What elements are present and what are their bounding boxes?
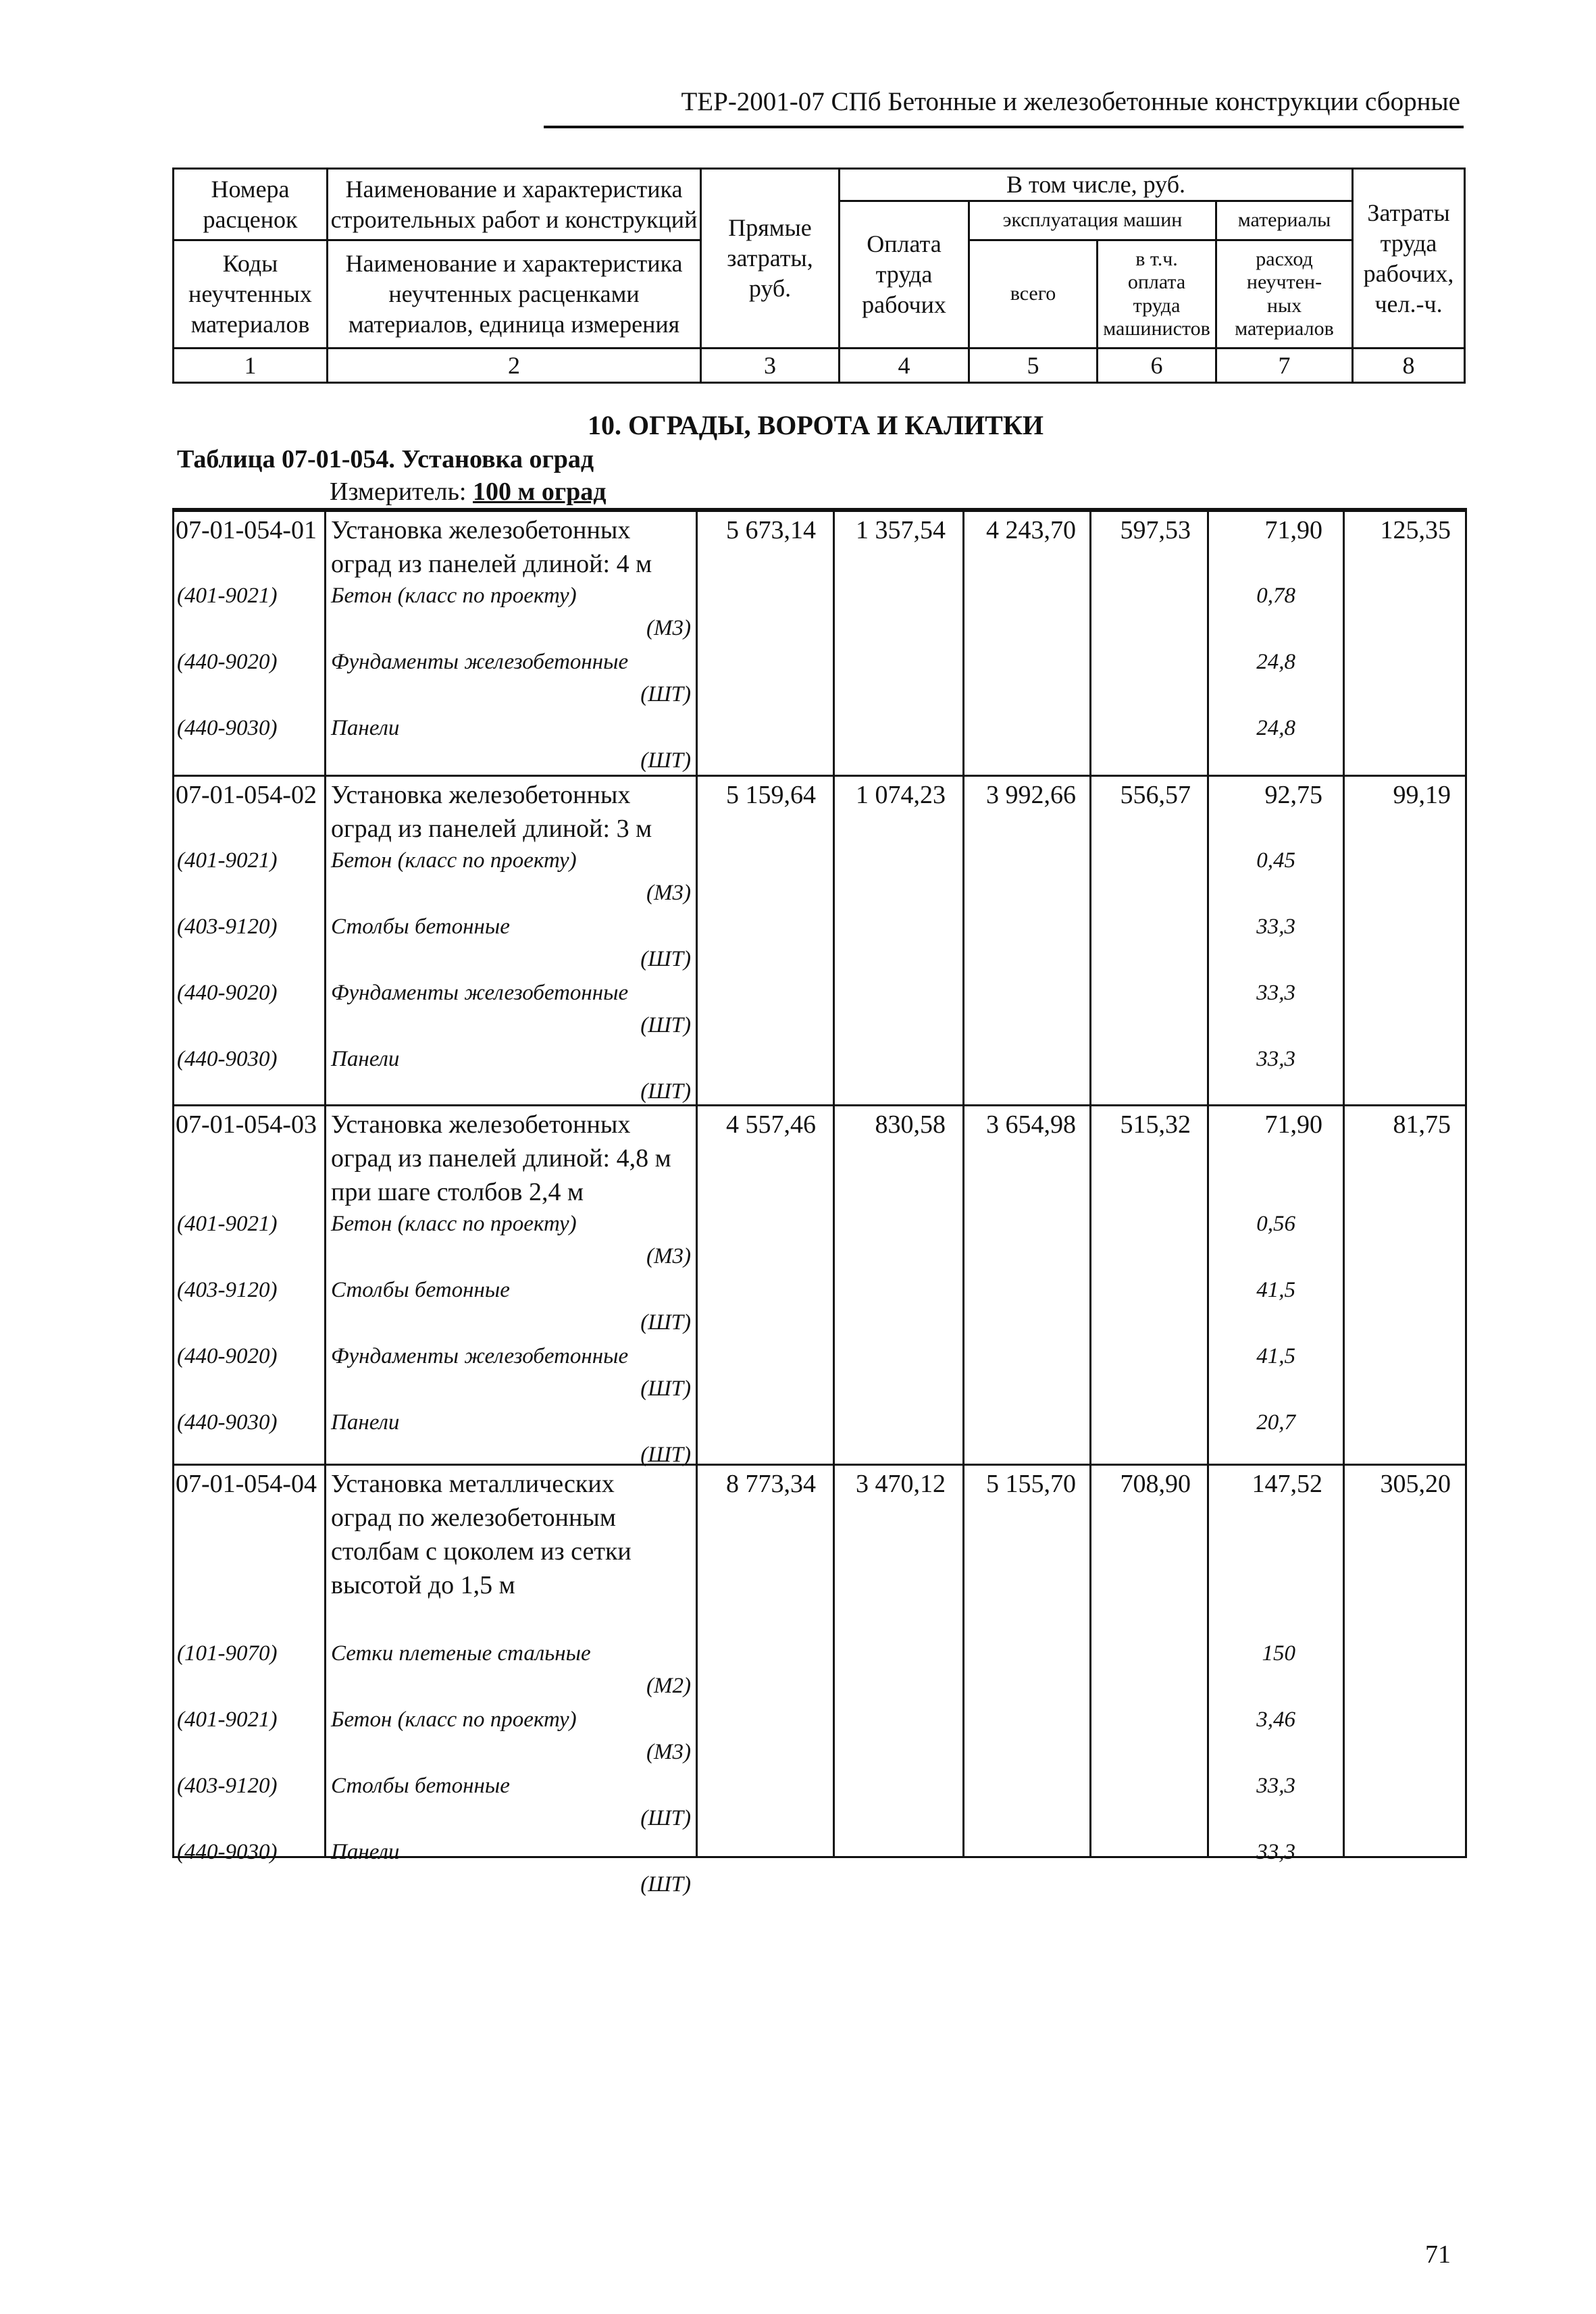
rate-name-line: высотой до 1,5 м	[331, 1571, 515, 1599]
rate-code: 07-01-054-01	[176, 516, 317, 544]
material-name: Бетон (класс по проекту)	[331, 584, 577, 608]
material-unit: (ШТ)	[640, 1872, 691, 1897]
rate-labor: 1 357,54	[856, 516, 946, 544]
material-unit: (ШТ)	[640, 1310, 691, 1335]
rate-labor-hours: 99,19	[1393, 781, 1451, 809]
material-name: Бетон (класс по проекту)	[331, 1707, 577, 1732]
material-unit: (ШТ)	[640, 748, 691, 773]
rate-name-line: оград из панелей длиной: 4 м	[331, 550, 652, 578]
material-unit: (М3)	[646, 1740, 691, 1764]
rate-labor-hours: 305,20	[1380, 1470, 1451, 1498]
material-name: Фундаменты железобетонные	[331, 981, 629, 1005]
unit-line	[330, 477, 607, 507]
rate-name-line: Установка железобетонных	[331, 781, 631, 809]
rate-name-line: Установка железобетонных	[331, 516, 631, 544]
rate-labor-hours: 125,35	[1380, 516, 1451, 544]
rate-materials: 71,90	[1264, 1110, 1322, 1139]
material-name: Столбы бетонные	[331, 1774, 510, 1798]
material-code: (440-9020)	[177, 1344, 278, 1368]
material-quantity: 33,3	[1256, 1047, 1295, 1071]
rate-name-line: Установка металлических	[331, 1470, 615, 1498]
material-code: (101-9070)	[177, 1641, 278, 1666]
col-index-1: 1	[174, 349, 328, 383]
material-unit: (М3)	[646, 881, 691, 905]
material-unit: (ШТ)	[640, 1377, 691, 1401]
material-name: Панели	[331, 1047, 400, 1071]
col2-header-top: Наименование и характеристика строительных работ и конструкций	[328, 169, 701, 240]
rate-direct: 8 773,34	[726, 1470, 816, 1498]
col-index-8: 8	[1353, 349, 1465, 383]
material-name: Сетки плетеные стальные	[331, 1641, 591, 1666]
col2-header-bottom: Наименование и характеристика неучтенных расценками материалов, единица измерения	[328, 240, 701, 349]
material-code: (440-9030)	[177, 716, 278, 740]
material-quantity: 0,45	[1256, 848, 1295, 873]
rate-name-line: столбам с цоколем из сетки	[331, 1537, 632, 1566]
material-unit: (М2)	[646, 1674, 691, 1698]
material-code: (440-9030)	[177, 1840, 278, 1864]
rate-block	[174, 1464, 1465, 1897]
material-quantity: 41,5	[1256, 1278, 1295, 1302]
col-index-2: 2	[328, 349, 701, 383]
rate-machines-total: 5 155,70	[986, 1470, 1076, 1498]
document-header: ТЕР-2001-07 СПб Бетонные и железобетонные конструкции сборные	[681, 87, 1460, 116]
including-header: В том числе, руб.	[840, 169, 1353, 201]
rate-name-line: при шаге столбов 2,4 м	[331, 1178, 584, 1206]
col-index-4: 4	[840, 349, 969, 383]
material-code: (440-9030)	[177, 1047, 278, 1071]
material-unit: (ШТ)	[640, 1806, 691, 1830]
rate-labor: 830,58	[875, 1110, 946, 1139]
col-index-7: 7	[1216, 349, 1353, 383]
rate-machines-total: 3 992,66	[986, 781, 1076, 809]
material-code: (401-9021)	[177, 848, 278, 873]
material-name: Бетон (класс по проекту)	[331, 1212, 577, 1236]
material-name: Панели	[331, 1410, 400, 1435]
rate-name-line: оград из панелей длиной: 4,8 м	[331, 1144, 671, 1173]
col-index-5: 5	[969, 349, 1098, 383]
material-unit: (ШТ)	[640, 682, 691, 706]
material-code: (403-9120)	[177, 1278, 278, 1302]
rate-name-line: оград из панелей длиной: 3 м	[331, 815, 652, 843]
material-unit: (ШТ)	[640, 1443, 691, 1467]
material-quantity: 0,78	[1256, 584, 1295, 608]
material-unit: (ШТ)	[640, 947, 691, 971]
material-quantity: 33,3	[1256, 1840, 1295, 1864]
rate-operators: 515,32	[1120, 1110, 1191, 1139]
rate-code: 07-01-054-02	[176, 781, 317, 809]
material-quantity: 3,46	[1256, 1707, 1295, 1732]
material-name: Фундаменты железобетонные	[331, 650, 629, 674]
material-quantity: 150	[1262, 1641, 1295, 1666]
material-quantity: 33,3	[1256, 915, 1295, 939]
rate-operators: 597,53	[1120, 516, 1191, 544]
material-quantity: 24,8	[1256, 650, 1295, 674]
rate-operators: 556,57	[1120, 781, 1191, 809]
col-index-3: 3	[701, 349, 840, 383]
rate-direct: 5 673,14	[726, 516, 816, 544]
rate-code: 07-01-054-04	[176, 1470, 317, 1498]
rate-direct: 5 159,64	[726, 781, 816, 809]
unit-value: 100 м оград	[473, 478, 607, 506]
rate-labor-hours: 81,75	[1393, 1110, 1451, 1139]
material-quantity: 41,5	[1256, 1344, 1295, 1368]
rates-table	[172, 508, 1467, 1897]
material-unit: (ШТ)	[640, 1013, 691, 1037]
material-quantity: 0,56	[1256, 1212, 1295, 1236]
rate-materials: 92,75	[1264, 781, 1322, 809]
rate-block	[174, 1104, 1465, 1466]
material-code: (401-9021)	[177, 1212, 278, 1236]
column-header-table	[172, 168, 1466, 384]
material-code: (403-9120)	[177, 1774, 278, 1798]
material-quantity: 33,3	[1256, 1774, 1295, 1798]
col1-header-bottom: Коды неучтенных материалов	[174, 240, 328, 349]
rate-materials: 147,52	[1252, 1470, 1322, 1498]
material-unit: (ШТ)	[640, 1079, 691, 1104]
material-code: (403-9120)	[177, 915, 278, 939]
material-name: Панели	[331, 1840, 400, 1864]
rate-machines-total: 3 654,98	[986, 1110, 1076, 1139]
rate-code: 07-01-054-03	[176, 1110, 317, 1139]
material-code: (440-9030)	[177, 1410, 278, 1435]
col8-header: Затраты труда рабочих, чел.-ч.	[1353, 169, 1465, 349]
section-title: 10. ОГРАДЫ, ВОРОТА И КАЛИТКИ	[588, 410, 1044, 440]
rate-labor: 1 074,23	[856, 781, 946, 809]
header-rule	[544, 126, 1464, 128]
material-name: Столбы бетонные	[331, 915, 510, 939]
table-title: Таблица 07-01-054. Установка оград	[177, 445, 594, 473]
rate-direct: 4 557,46	[726, 1110, 816, 1139]
material-name: Бетон (класс по проекту)	[331, 848, 577, 873]
rate-block	[174, 510, 1465, 777]
col3-header: Прямые затраты, руб.	[701, 169, 840, 349]
rate-machines-total: 4 243,70	[986, 516, 1076, 544]
material-quantity: 33,3	[1256, 981, 1295, 1005]
material-quantity: 20,7	[1256, 1410, 1295, 1435]
material-code: (401-9021)	[177, 584, 278, 608]
col-index-6: 6	[1098, 349, 1216, 383]
rate-block	[174, 775, 1465, 1106]
col5-header: всего	[969, 240, 1098, 349]
rate-materials: 71,90	[1264, 516, 1322, 544]
rate-name-line: оград по железобетонным	[331, 1503, 616, 1532]
machines-header: эксплуатация машин	[969, 201, 1216, 240]
material-name: Панели	[331, 716, 400, 740]
rate-operators: 708,90	[1120, 1470, 1191, 1498]
col7-header: расход неучтен- ных материалов	[1216, 240, 1353, 349]
page-number: 71	[1425, 2240, 1451, 2269]
col4-header: Оплата труда рабочих	[840, 201, 969, 349]
materials-header: материалы	[1216, 201, 1353, 240]
material-code: (440-9020)	[177, 650, 278, 674]
col1-header-top: Номера расценок	[174, 169, 328, 240]
material-name: Столбы бетонные	[331, 1278, 510, 1302]
rate-name-line: Установка железобетонных	[331, 1110, 631, 1139]
material-code: (401-9021)	[177, 1707, 278, 1732]
material-name: Фундаменты железобетонные	[331, 1344, 629, 1368]
material-code: (440-9020)	[177, 981, 278, 1005]
material-unit: (М3)	[646, 616, 691, 640]
unit-label: Измеритель:	[330, 478, 467, 506]
material-unit: (М3)	[646, 1244, 691, 1268]
col6-header: в т.ч. оплата труда машинистов	[1098, 240, 1216, 349]
rate-labor: 3 470,12	[856, 1470, 946, 1498]
material-quantity: 24,8	[1256, 716, 1295, 740]
